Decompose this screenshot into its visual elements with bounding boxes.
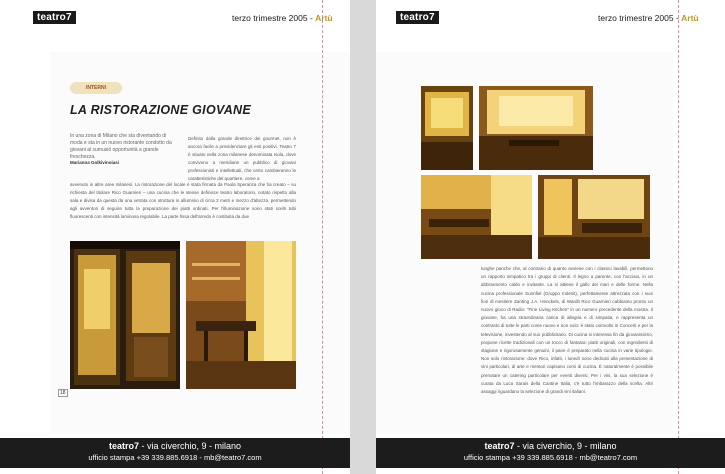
bar-photo (421, 86, 473, 170)
right-page (376, 0, 725, 474)
page-footer (0, 438, 350, 468)
footer-contact: ufficio stampa +39 339.885.6918 - mb@teatro7.com (463, 453, 638, 462)
issue-brand: Artù (315, 13, 333, 23)
footer-name: teatro7 (108, 441, 139, 451)
issue-period: terzo trimestre 2005 - (232, 13, 316, 23)
footer-address: - via civerchio, 9 - milano (138, 441, 242, 451)
footer-name: teatro7 (484, 441, 515, 451)
lounge-photo (479, 86, 593, 170)
teatro7-logo: teatro7 (33, 11, 76, 24)
dining-room-photo (186, 241, 296, 389)
body-text: lunghe panche che, al contrario di quanto avviene con i classici lavabili, permettono un rapporto simpatico tra i gruppi di clienti. Il legno a parente, con l'acciaio, in un abbinamento caldo e invitante. La si attiene il gallo dei mari e delle forme. Nella cucina professionale Sunnfiel (Gruppo Indesit), perfettamente attrezzata con i suoi fiori di mestiere Zanting J.A. Henckels, di Wardit Rico Guarnieri cabbiamo pronto un nuovo gioco di Radio: "Fine Living Kitchen" in un numero precedente della mostra. Il giovane, ha una straordinaria carica di allegria e di simpatia, e rappresenta un contrasto di tutte le parti come nuovo e non solo: è stato coinvolto in Concerti e per la televisione, investendo al suo pubblicitario. Di cucina si interessa fin da giovanissimo, propone ricette tradizionali con un tocco di fantasia: piatti originali, con ingredienti di stagione e rigorosamente genuini, il pane è preparato nella cucina in varie tipologie. Non solo ristorazione: dove Rico, infatti, i lunedì sono dedicati alla presentazione di vini particolari, di arte e mentori capisano corsi di cucina. È naturalmente è possibile prenotare un catering particolare per eventi diversi. Per i vini, la sua selezione è curata da Luca Sarais della Cantine Italia, c'è tutto l'imbarazzo della scelta. Altri assaggi riguardano la selezione di grandi vini italiani. (481, 266, 653, 395)
page-edge-marker (678, 0, 680, 474)
page-edge-marker (322, 0, 324, 474)
footer-address-line (0, 441, 350, 452)
article-title: LA RISTORAZIONE GIOVANE (70, 103, 251, 117)
restaurant-entrance-photo (70, 241, 180, 389)
left-page (0, 0, 350, 474)
page-footer (376, 438, 725, 468)
teatro7-logo: teatro7 (396, 11, 439, 24)
section-tag: INTERNI (70, 82, 122, 94)
article-lead: In una zona di Milano che sta diventando di moda e sta in un nuovo ristorante condotto da giovani al sumusió opportunità a grande freschezza. (70, 133, 172, 160)
body-column-1: Definito dalla grande direttrice dei gourmet, non è ancora facile a previdenziare gli enti positivi. Teatro 7 è situato nella zona milanese denominata Isola, dove convivono a meridiane un pubblico di giovani professionisti e intellettuali, che certo cambieranno le caratteristiche del quartiere, come a (188, 136, 296, 181)
article-author: Marianna Golkivinoiasi (70, 160, 120, 165)
footer-contact: ufficio stampa +39 339.885.6918 - mb@teatro7.com (88, 453, 262, 462)
issue-brand: Artù (681, 13, 699, 23)
issue-header (598, 13, 699, 23)
page-number: 18 (60, 390, 66, 396)
footer-address-line (376, 441, 725, 452)
footer-address: - via civerchio, 9 - milano (514, 441, 617, 451)
issue-period: terzo trimestre 2005 - (598, 13, 682, 23)
issue-header (232, 13, 333, 23)
body-column-2: avvenuto in altre aree milanesi. La ristorazione del locale è stata firmata da Paola Speranza che ha creato – su richiesta del titolare Rico Guarnieri – una cucina che le stesse definisce teatro laboratorio, notato rispetto alla sala e divisa da questa da una vetrata con struttura in alluminio di circa 2 metri e mezzo d'altezza, permettendo agli avventori di seguire tutta la preparazione dei piatti ordinati. Per l'illuminazione sono stati scelti tubi fluorescenti con intensità luminosa regolabile. La parte fissa dell'arredo è costituita da due (70, 182, 296, 219)
dining-tables-photo (421, 175, 532, 259)
kitchen-view-photo (538, 175, 650, 259)
